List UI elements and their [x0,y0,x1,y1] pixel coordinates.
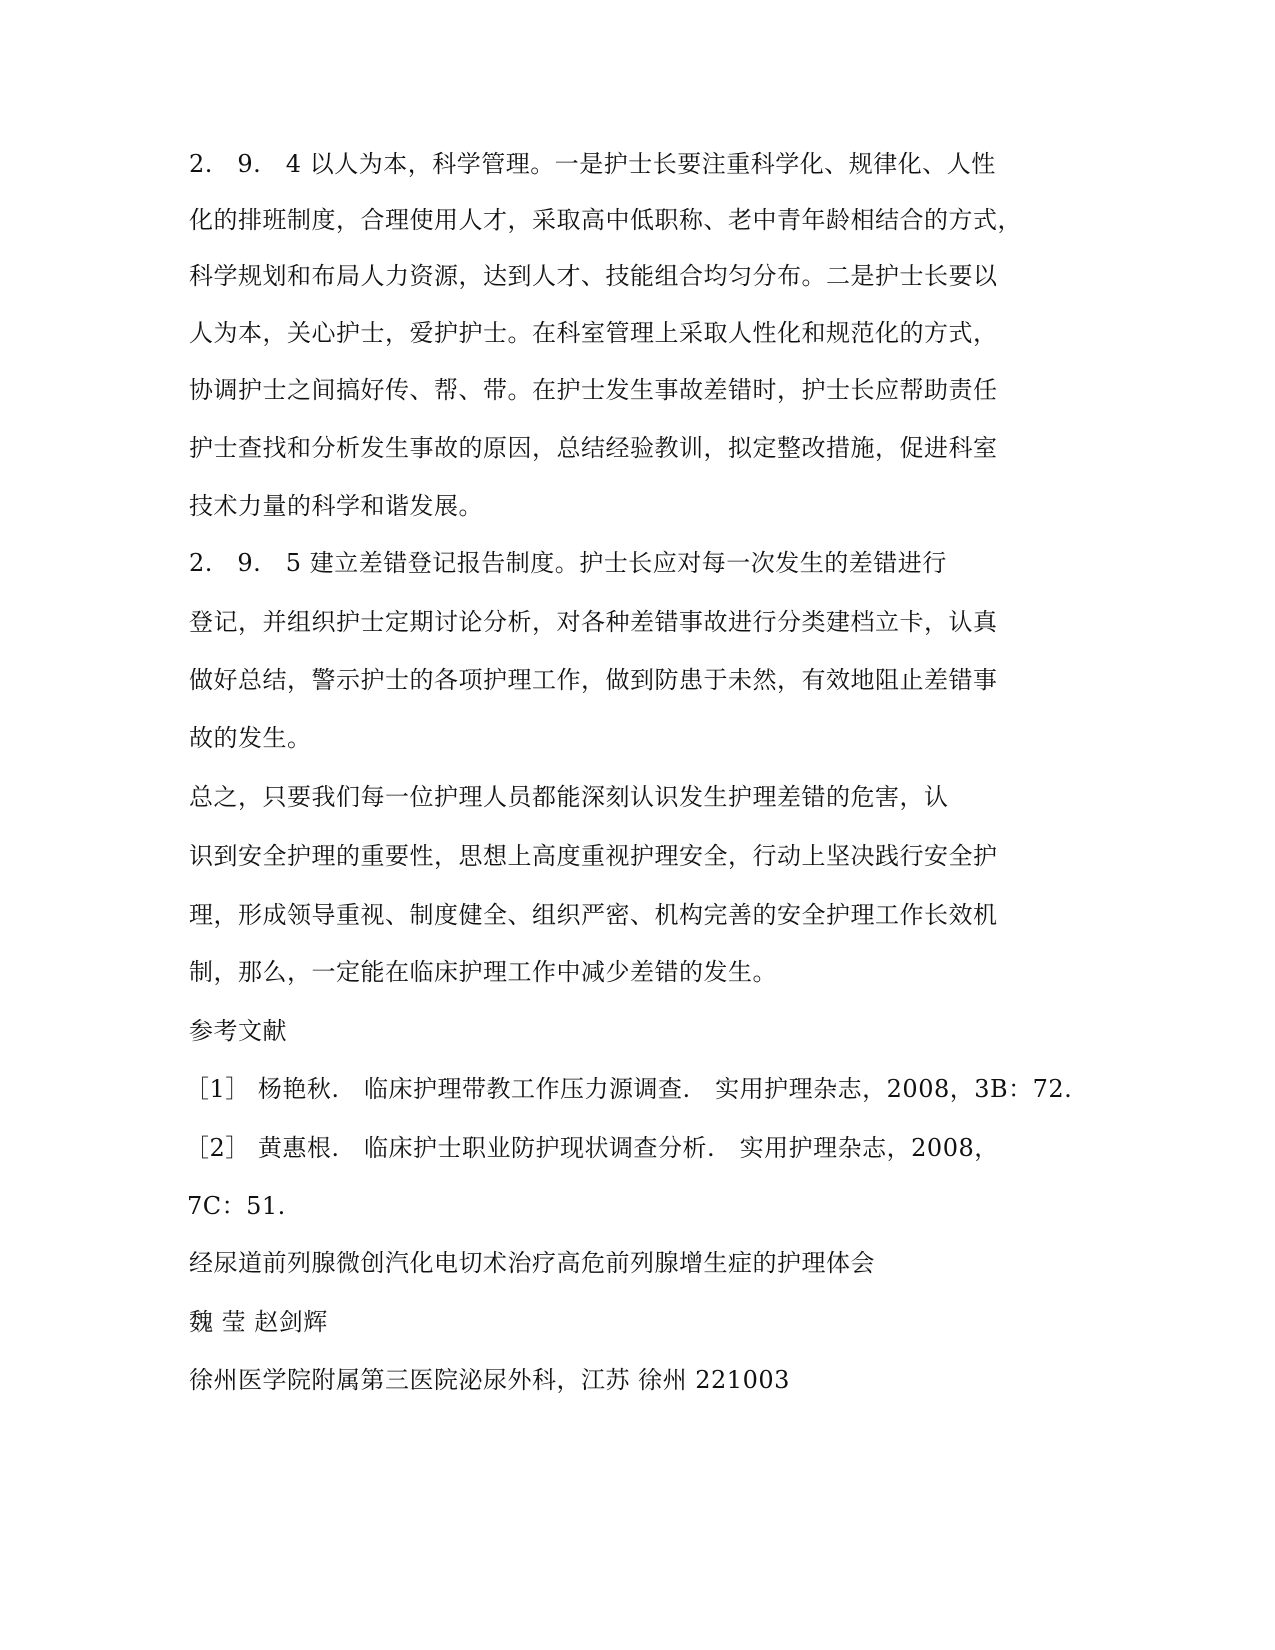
article-title: 经尿道前列腺微创汽化电切术治疗高危前列腺增生症的护理体会 [189,1249,875,1277]
article-authors: 魏 莹 赵剑辉 [189,1308,328,1336]
paragraph-line: 护士查找和分析发生事故的原因，总结经验教训，拟定整改措施，促进科室 [189,434,998,462]
paragraph-line: 化的排班制度，合理使用人才，采取高中低职称、老中青年龄相结合的方式， [189,206,1022,234]
paragraph-line: 故的发生。 [189,724,312,752]
paragraph-line: 2. 9. 5 建立差错登记报告制度。护士长应对每一次发生的差错进行 [189,549,947,577]
paragraph-line: 技术力量的科学和谐发展。 [189,492,483,520]
paragraph-line: 总之，只要我们每一位护理人员都能深刻认识发生护理差错的危害，认 [189,783,949,811]
paragraph-line: 协调护士之间搞好传、帮、带。在护士发生事故差错时，护士长应帮助责任 [189,376,998,404]
paragraph-line: 识到安全护理的重要性，思想上高度重视护理安全，行动上坚决践行安全护 [189,842,998,870]
reference-item: ［2］ 黄惠根. 临床护士职业防护现状调查分析. 实用护理杂志，2008， [185,1134,999,1162]
reference-item: ［1］ 杨艳秋. 临床护理带教工作压力源调查. 实用护理杂志，2008，3B：72. [185,1075,1073,1103]
paragraph-line: 做好总结，警示护士的各项护理工作，做到防患于未然，有效地阻止差错事 [189,666,998,694]
paragraph-line: 理，形成领导重视、制度健全、组织严密、机构完善的安全护理工作长效机 [189,901,998,929]
paragraph-line: 2. 9. 4 以人为本，科学管理。一是护士长要注重科学化、规律化、人性 [189,150,996,178]
paragraph-line: 登记，并组织护士定期讨论分析，对各种差错事故进行分类建档立卡，认真 [189,608,998,636]
article-affiliation: 徐州医学院附属第三医院泌尿外科，江苏 徐州 221003 [189,1366,790,1394]
reference-item-continued: 7C：51. [187,1192,286,1220]
paragraph-line: 人为本，关心护士，爱护护士。在科室管理上采取人性化和规范化的方式， [189,319,998,347]
paragraph-line: 制，那么，一定能在临床护理工作中减少差错的发生。 [189,958,777,986]
paragraph-line: 科学规划和布局人力资源，达到人才、技能组合均匀分布。二是护士长要以 [189,262,998,290]
references-heading: 参考文献 [189,1017,287,1045]
